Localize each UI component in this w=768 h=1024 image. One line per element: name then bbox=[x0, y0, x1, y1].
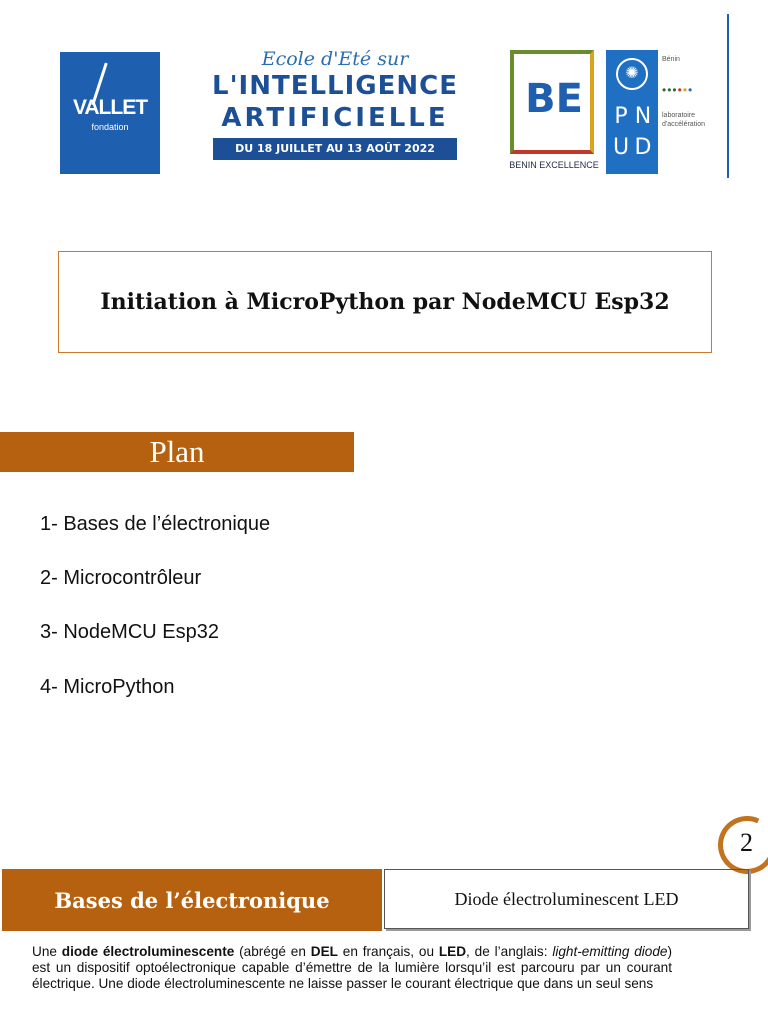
document-title-box bbox=[58, 251, 712, 353]
section-header: Bases de l’électronique bbox=[2, 869, 382, 931]
pnud-letter-p: P bbox=[614, 104, 628, 129]
ecole-line-1: L'INTELLIGENCE bbox=[212, 71, 458, 101]
be-label: BENIN EXCELLENCE bbox=[509, 160, 599, 170]
section-subtitle: Diode électroluminescent LED bbox=[384, 869, 749, 929]
ecole-line-2: ARTIFICIELLE bbox=[221, 103, 449, 133]
vallet-logo-sub: fondation bbox=[91, 122, 129, 132]
pnud-letter-n: N bbox=[634, 104, 652, 129]
vallet-fondation-logo bbox=[60, 52, 160, 174]
benin-label: Bénin bbox=[662, 56, 680, 63]
plan-item-4: 4- MicroPython bbox=[40, 676, 175, 698]
accelerator-lab-mark bbox=[662, 56, 732, 176]
plan-item-2: 2- Microcontrôleur bbox=[40, 567, 202, 589]
un-emblem-icon: ✺ bbox=[616, 58, 648, 90]
ecole-script-text: Ecole d'Eté sur bbox=[261, 48, 409, 70]
plan-item-1: 1- Bases de l’électronique bbox=[40, 513, 271, 535]
body-text-4: , de l’anglais: bbox=[466, 944, 553, 959]
body-bold-3: LED bbox=[438, 944, 467, 959]
body-text-2: (abrégé en bbox=[234, 944, 311, 959]
pnud-letter-u: U bbox=[612, 135, 630, 160]
header-divider bbox=[727, 14, 729, 178]
pnud-letters bbox=[610, 104, 654, 160]
body-text-3: en français, ou bbox=[337, 944, 439, 959]
ecole-dates-band: DU 18 JUILLET AU 13 AOÛT 2022 bbox=[213, 138, 457, 160]
document-title: Initiation à MicroPython par NodeMCU Esp32 bbox=[100, 289, 670, 315]
colored-dots-icon: •••••• bbox=[662, 83, 694, 97]
page-number-badge bbox=[712, 812, 768, 876]
page-number: 2 bbox=[740, 828, 753, 857]
vallet-logo-name: VALLET bbox=[72, 96, 148, 119]
body-text-1: Une bbox=[32, 944, 62, 959]
plan-item-3: 3- NodeMCU Esp32 bbox=[40, 621, 219, 643]
ecole-ete-logo bbox=[210, 44, 460, 176]
pnud-logo bbox=[606, 50, 658, 174]
benin-excellence-logo bbox=[508, 50, 600, 175]
lab-label: laboratoire d'accélération bbox=[662, 112, 705, 128]
body-paragraph bbox=[32, 944, 672, 992]
body-bold-2: DEL bbox=[310, 944, 338, 959]
body-text-5: ) est un dispositif optoélectronique capable d’émettre de la lumière lorsqu’il est parcouru par un courant électrique. Une diode électroluminescente ne laisse passer le courant électrique que dans un seul sens bbox=[32, 944, 672, 991]
body-italic-1: light-emitting diode bbox=[552, 944, 668, 959]
plan-header: Plan bbox=[0, 432, 354, 472]
body-bold-1: diode électroluminescente bbox=[61, 944, 235, 959]
pnud-letter-d: D bbox=[634, 135, 652, 160]
be-letters: BE bbox=[525, 76, 583, 122]
